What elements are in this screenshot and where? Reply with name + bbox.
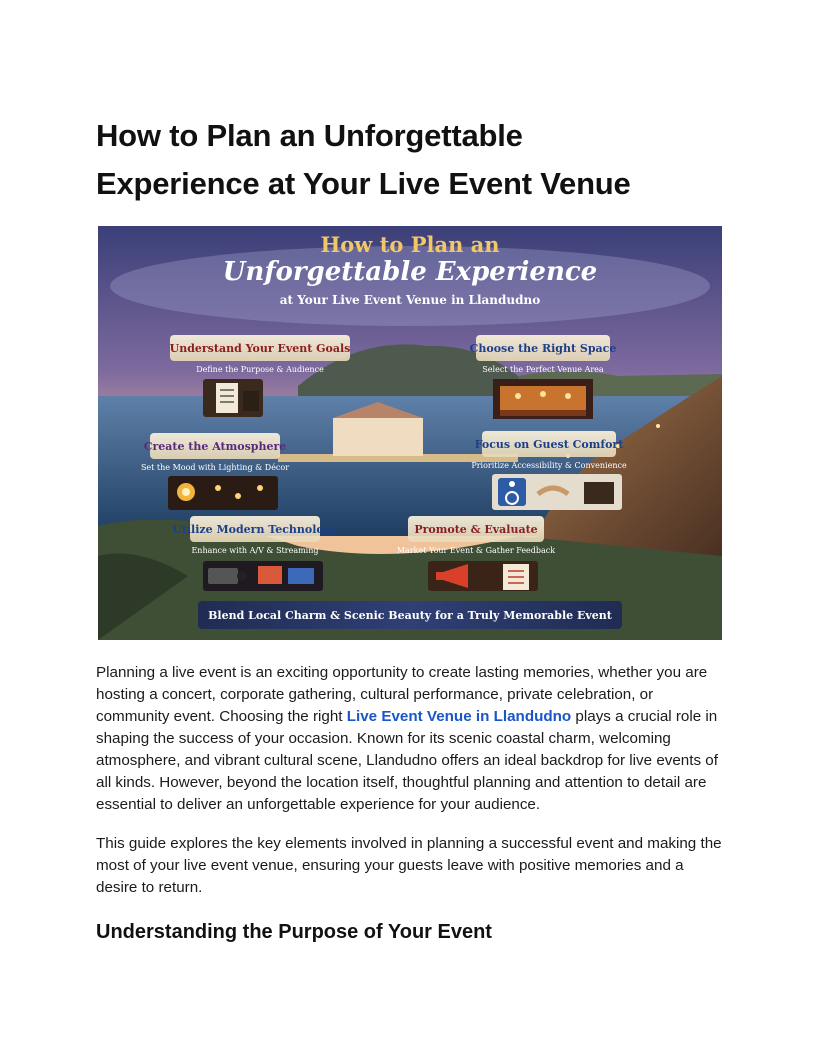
card-caption: Prioritize Accessibility & Convenience: [471, 461, 627, 470]
hero-title-main: Unforgettable Experience: [222, 257, 598, 287]
hero-title-sub: at Your Live Event Venue in Llandudno: [279, 293, 541, 307]
card-heading: Promote & Evaluate: [414, 523, 538, 536]
card-caption: Define the Purpose & Audience: [196, 365, 324, 374]
intro-text-after-link: plays a crucial role in shaping the success of your occasion. Known for its scenic coastal charm, welcoming atmosphere, and vibrant cultural scene, Llandudno offers an ideal backdrop for live events of all kinds. However, beyond the location itself, thoughtful planning and attention to detail are essential to deliver an unforgettable experience for your audience.: [96, 708, 718, 813]
card-caption: Market Your Event & Gather Feedback: [396, 546, 556, 555]
page-title-line-2: Experience at Your Live Event Venue: [96, 166, 631, 201]
intro-paragraph: [96, 662, 722, 816]
card-caption: Select the Perfect Venue Area: [482, 365, 604, 374]
card-heading: Create the Atmosphere: [143, 440, 287, 453]
card-heading: Understand Your Event Goals: [169, 342, 351, 355]
guide-paragraph: This guide explores the key elements involved in planning a successful event and making the most of your live event venue, ensuring your guests leave with positive memories and a desire to return.: [96, 835, 722, 896]
accessibility-icon: [492, 474, 622, 510]
section-heading: Understanding the Purpose of Your Event: [96, 921, 492, 943]
card-heading: Choose the Right Space: [469, 342, 617, 355]
hero-title-top: How to Plan an: [320, 232, 500, 257]
card-caption: Enhance with A/V & Streaming: [191, 546, 319, 555]
hero-illustration: [98, 226, 722, 640]
card-heading: Utilize Modern Technology: [172, 523, 338, 536]
card-caption: Set the Mood with Lighting & Décor: [140, 463, 290, 472]
card-heading: Focus on Guest Comfort: [474, 438, 624, 451]
page-title-line-1: How to Plan an Unforgettable: [96, 118, 523, 153]
stage-icon: [493, 379, 593, 419]
intro-text-before-link: Planning a live event is an exciting opportunity to create lasting memories, whether you are hosting a concert, corporate gathering, cultural performance, private celebration, or community event. Choosing the right: [96, 664, 708, 725]
hero-footer-banner: Blend Local Charm & Scenic Beauty for a Truly Memorable Event: [208, 609, 612, 622]
camera-icon: [203, 561, 323, 591]
spotlight-icon: [168, 476, 278, 510]
venue-link[interactable]: Live Event Venue in Llandudno: [346, 708, 572, 725]
megaphone-icon: [428, 561, 538, 591]
clipboard-icon: [203, 379, 263, 417]
page-title: [96, 112, 722, 208]
